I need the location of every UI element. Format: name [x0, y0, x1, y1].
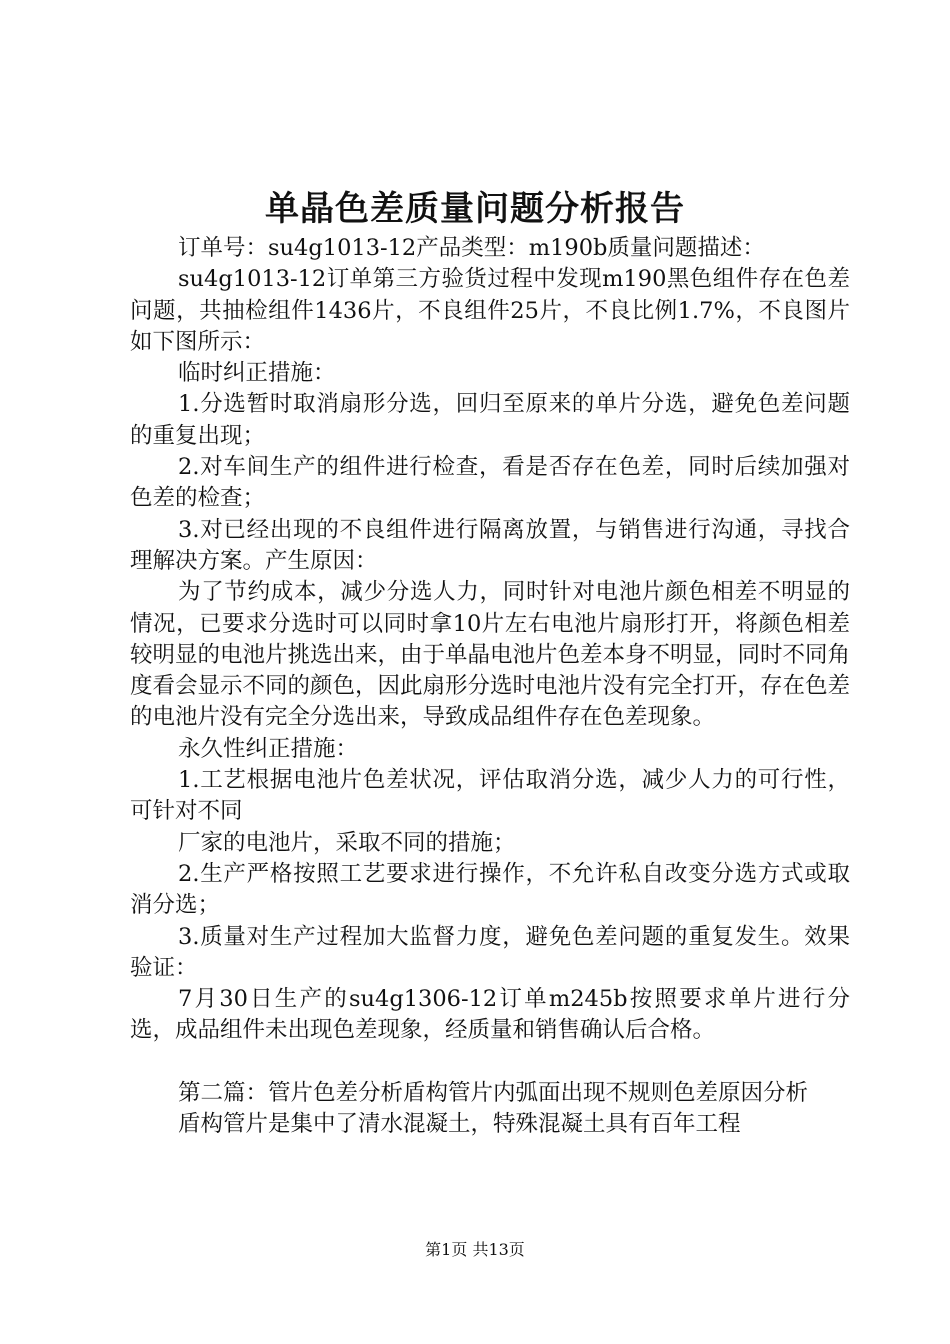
- permanent-measure-1-continued: 厂家的电池片，采取不同的措施；: [178, 829, 516, 856]
- section2-heading: 第二篇：管片色差分析盾构管片内弧面出现不规则色差原因分析: [178, 1079, 809, 1106]
- section2-paragraph: 盾构管片是集中了清水混凝土，特殊混凝土具有百年工程: [178, 1111, 741, 1138]
- order-info-paragraph: 订单号：su4g1013-12产品类型：m190b质量问题描述：: [178, 235, 765, 261]
- temporary-measures-heading: 临时纠正措施：: [178, 360, 336, 387]
- permanent-measure-3: 3.质量对生产过程加大监督力度，避免色差问题的重复发生。效果验证：: [130, 923, 850, 981]
- problem-description-paragraph: su4g1013-12订单第三方验货过程中发现m190黑色组件存在色差问题，共抽检组件1436片，不良组件25片，不良比例1.7%，不良图片如下图所示：: [130, 266, 850, 355]
- temporary-measure-3: 3.对已经出现的不良组件进行隔离放置，与销售进行沟通，寻找合理解决方案。产生原因：: [130, 516, 850, 574]
- temporary-measure-1: 1.分选暂时取消扇形分选，回归至原来的单片分选，避免色差问题的重复出现；: [130, 391, 850, 449]
- document-body: [130, 233, 850, 1140]
- permanent-measure-1: 1.工艺根据电池片色差状况，评估取消分选，减少人力的可行性，可针对不同: [130, 767, 850, 825]
- section-spacer: [130, 1047, 850, 1078]
- document-title: 单晶色差质量问题分析报告: [265, 189, 685, 229]
- permanent-measure-2: 2.生产严格按照工艺要求进行操作，不允许私自改变分选方式或取消分选；: [130, 860, 850, 919]
- verification-paragraph: 7月30日生产的su4g1306-12订单m245b按照要求单片进行分选，成品组件未出现色差现象，经质量和销售确认后合格。: [130, 986, 850, 1044]
- page-footer: 第1页 共13页: [425, 1240, 525, 1259]
- cause-paragraph: 为了节约成本，减少分选人力，同时针对电池片颜色相差不明显的情况，已要求分选时可以同时拿10片左右电池片扇形打开，将颜色相差较明显的电池片挑选出来，由于单晶电池片色差本身不明显，同时不同角度看会显示不同的颜色，因此扇形分选时电池片没有完全打开，存在色差的电池片没有完全分选出来，导致成品组件存在色差现象。: [130, 579, 851, 731]
- permanent-measures-heading: 永久性纠正措施：: [178, 735, 359, 762]
- temporary-measure-2: 2.对车间生产的组件进行检查，看是否存在色差，同时后续加强对色差的检查；: [130, 454, 850, 512]
